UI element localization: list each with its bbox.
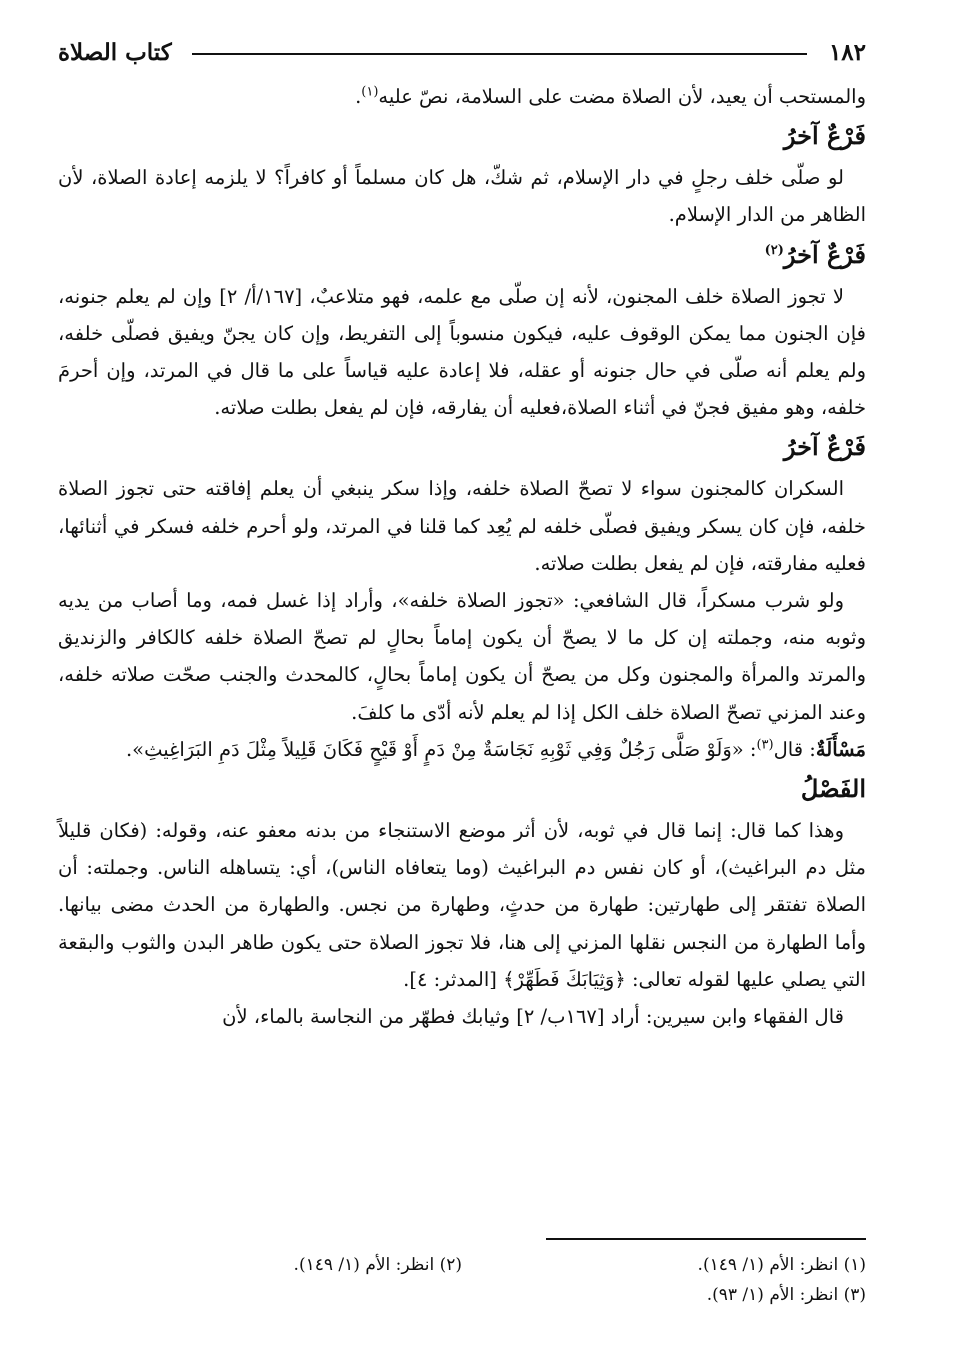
paragraph: ولو شرب مسكراً، قال الشافعي: «تجوز الصلاة خلفه»، وأراد إذا غسل فمه، وما أصاب من يديه وثوبه منه، وجملته إن كل ما لا يصحّ أن يكون إماماً بحالٍ لم تصحّ الصلاة خلفه كالكافر والزنديق والمرتد والمرأة والمجنون وكل من يصحّ أن يكون إماماً بحالٍ، كالمحدث والجنب صحّت صلاته خلفه، وعند المزني تصحّ الصلاة خلف الكل إذا لم يعلم لأنه أدّى ما كلفَ. <box>58 589 866 724</box>
page-header <box>58 32 866 72</box>
section-heading: فَرْعٌ آخرُ <box>783 121 866 151</box>
footnote-ref[interactable]: (٣) <box>756 737 774 753</box>
paragraph-text: والمستحب أن يعيد، لأن الصلاة مضت على السلامة، نصّ عليه <box>378 85 866 108</box>
footnotes <box>58 1238 866 1310</box>
header-rule <box>192 53 807 55</box>
footnote-2: (٢) انظر: الأم (١/ ١٤٩). <box>293 1255 462 1275</box>
page-body <box>58 78 866 1035</box>
footnote-row <box>58 1280 866 1310</box>
footnote-1: (١) انظر: الأم (١/ ١٤٩). <box>697 1255 866 1275</box>
running-head: كتاب الصلاة <box>58 38 172 66</box>
paragraph: وهذا كما قال: إنما قال في ثوبه، لأن أثر موضع الاستنجاء من بدنه معفو عنه، وقوله: (فكان قليلاً مثل دم البراغيث)، أو كان نفس دم البراغيث (وما يتعافاه الناس)، أي: يتساهله الناس. وجملته: أن الصلاة تفتقر إلى طهارتين: طهارة من حدثٍ، وطهارة من نجس. والطهارة من الحدث مضى بيانها. وأما الطهارة من النجس نقلها المزني إلى هنا، فلا تجوز الصلاة حتى يكون طاهر البدن والثوب والبقعة التي يصلي عليها لقوله تعالى: ﴿وَثِيَابَكَ فَطَهِّرْ﴾ [المدثر: ٤]. <box>58 819 866 991</box>
footnote-ref[interactable]: (١) <box>361 84 379 100</box>
paragraph-text: : قال <box>773 737 816 761</box>
page-number: ١٨٢ <box>828 38 866 66</box>
paragraph: قال الفقهاء وابن سيرين: أراد [١٦٧ب/ ٢] وثيابك فطهّر من النجاسة بالماء، لأن <box>222 1005 844 1029</box>
section-heading: الفَصْلُ <box>800 774 866 804</box>
quoted-text: : «وَلَوْ صَلَّى رَجُلٌ وَفِي ثَوْبِهِ نَجَاسَةٌ مِنْ دَمٍ أَوْ قَيْحٍ فَكَانَ قَلِيلاً مِثْلَ دَمِ البَرَاغِيثِ». <box>125 737 757 761</box>
paragraph: لو صلّى خلف رجلٍ في دار الإسلام، ثم شكّ، هل كان مسلماً أو كافراً؟ لا يلزمه إعادة الصلاة، لأن الظاهر من الدار الإسلام. <box>58 166 866 227</box>
section-heading: فَرْعٌ آخرُ <box>783 432 866 462</box>
paragraph-end: . <box>355 85 362 108</box>
paragraph <box>58 78 866 115</box>
footnote-3: (٣) انظر: الأم (١/ ٩٣). <box>706 1285 866 1305</box>
section-heading <box>58 236 866 274</box>
paragraph: لا تجوز الصلاة خلف المجنون، لأنه إن صلّى مع علمه، فهو متلاعبٌ، [١٦٧/أ/ ٢] وإن لم يعلم جنونه، فإن الجنون مما يمكن الوقوف عليه، فيكون منسوباً إلى التفريط، وإن كان يجنّ ويفيق فصلّى خلفه، ولم يعلم أنه صلّى في حال جنونه أو عقله، فلا إعادة عليه قياساً على ما قال في المرتد، وإن أحرمَ خلفه، وهو مفيق فجنّ في أثناء الصلاة،فعليه أن يفارقه، فإن لم يفعل بطلت صلاته. <box>58 284 866 420</box>
footnote-row <box>58 1250 866 1280</box>
book-page <box>58 32 866 1035</box>
masala-label: مَسْأَلَةٌ <box>815 737 866 761</box>
footnote-rule <box>546 1238 866 1240</box>
masala-paragraph <box>58 731 866 768</box>
paragraph: السكران كالمجنون سواء لا تصحّ الصلاة خلفه، وإذا سكر ينبغي أن يعلم إفاقته حتى تجوز الصلاة خلفه، فإن كان يسكر ويفيق فصلّى خلفه لم يُعِد كما قلنا في المرتد، ولو أحرم خلفه فسكر في أثنائها، فعليه مفارقته، فإن لم يفعل بطلت صلاته. <box>58 477 866 575</box>
section-heading-text: فَرْعٌ آخرُ <box>783 239 866 269</box>
footnote-ref[interactable]: (٢) <box>764 242 784 258</box>
